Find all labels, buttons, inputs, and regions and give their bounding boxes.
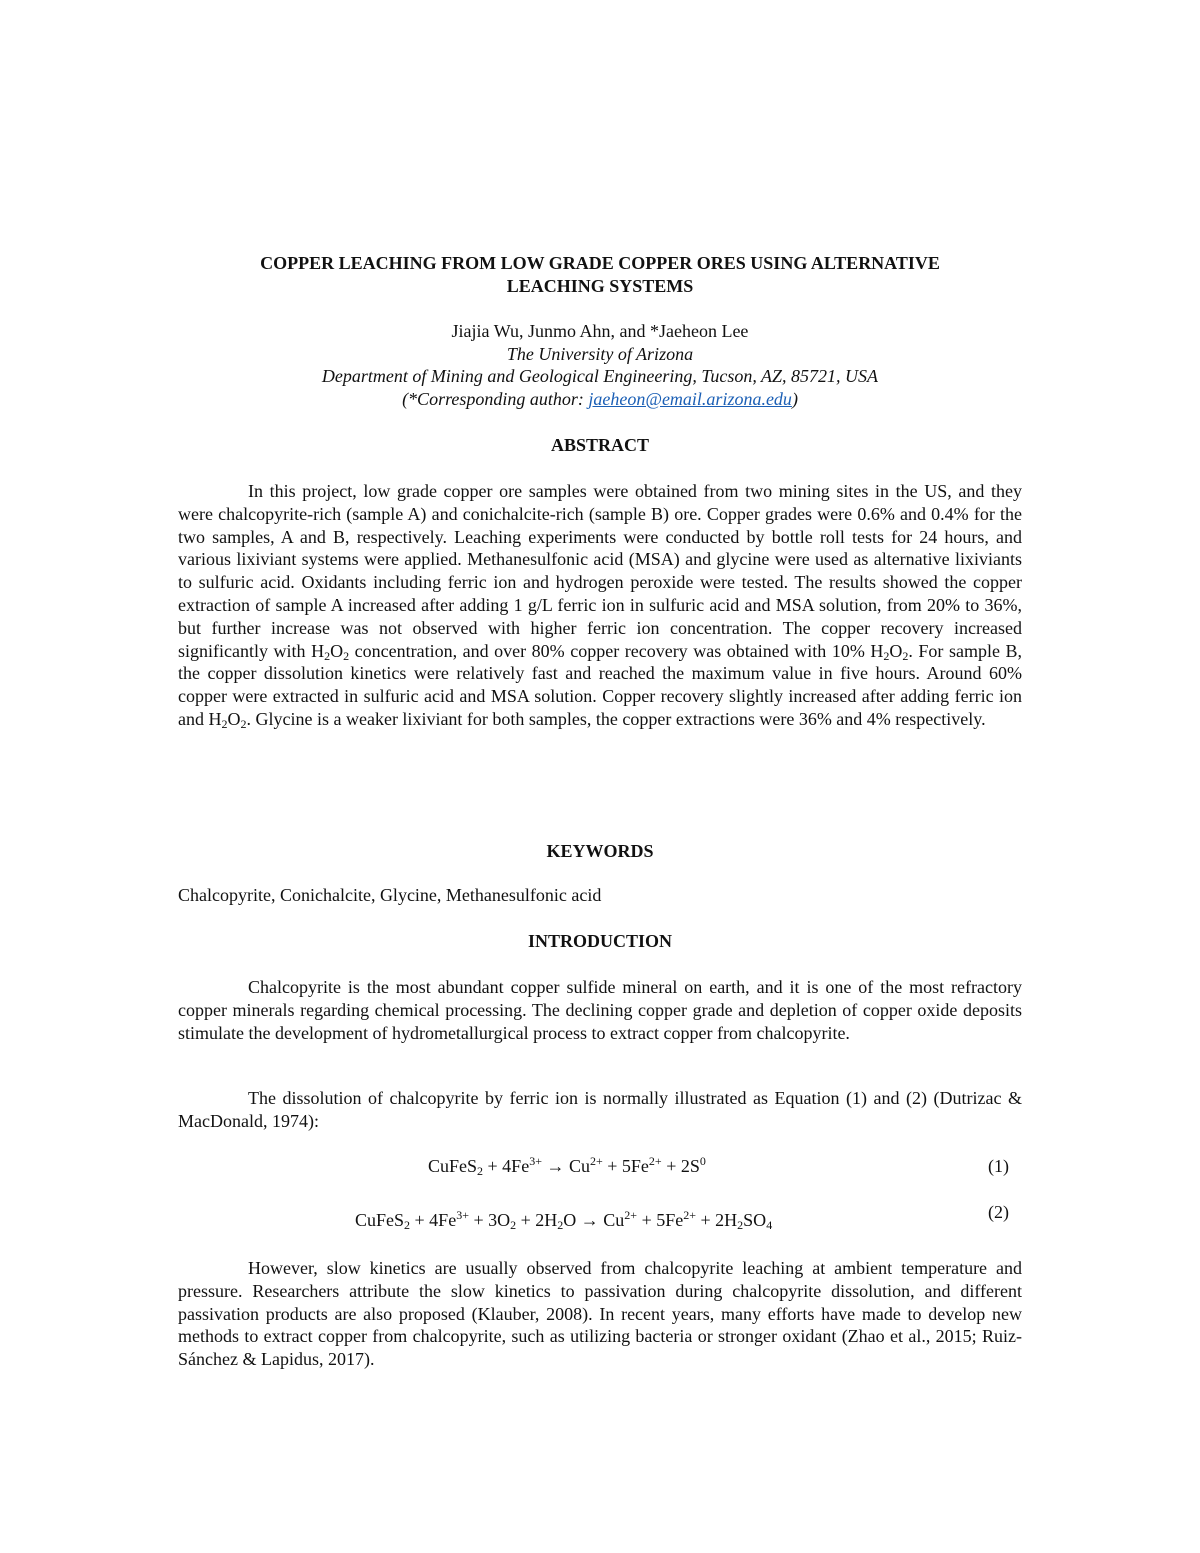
keywords-heading: KEYWORDS: [546, 841, 654, 861]
equation-1: CuFeS$_2$ + $4Fe^{3+} \to Cu^{2+} + 5Fe^{2+} + 2S^0$: [428, 1154, 706, 1178]
keywords-list: Chalcopyrite, Conichalcite, Glycine, Methanesulfonic acid: [178, 885, 602, 905]
intro-paragraph-1: Chalcopyrite is the most abundant copper sulfide mineral on earth, and it is one of the most refractory copper minerals regarding chemical processing. The declining copper grade and depletion of copper oxide deposits stimulate the development of hydrometallurgical process to extract copper from chalcopyrite.: [178, 977, 1022, 1043]
corresponding-author: [178, 388, 1022, 411]
affiliation: The University of Arizona: [506, 343, 694, 364]
abstract-text-2: concentration, and over 80% copper recovery was obtained with 10%: [349, 640, 871, 661]
department: Department of Mining and Geological Engineering, Tucson, AZ, 85721, USA: [321, 366, 879, 386]
abstract-heading: ABSTRACT: [550, 435, 650, 455]
h2o2-formula: $H_2O_2$: [208, 708, 247, 731]
corresponding-prefix: (*Corresponding author:: [402, 388, 589, 409]
abstract-text-3: . For sample B, the copper dissolution kinetics were relatively fast and reached the maximum value in five hours. Around 60% copper were extracted in sulfuric acid and MSA solution. Copper recovery slightly increased after adding ferric ion and: [178, 640, 1022, 729]
title-line-2: LEACHING SYSTEMS: [506, 276, 694, 296]
abstract-paragraph: [178, 480, 1022, 731]
author-block: [178, 320, 1022, 410]
corresponding-suffix: ): [791, 388, 798, 409]
abstract-text-1: In this project, low grade copper ore samples were obtained from two mining sites in the US, and they were chalcopyrite-rich (sample A) and conichalcite-rich (sample B) ore. Copper grades were 0.6% and 0.4% for the two samples, A and B, respectively. Leaching experiments were conducted by bottle roll tests for 24 hours, and various lixiviant systems were applied. Methanesulfonic acid (MSA) and glycine were used as alternative lixiviants to sulfuric acid. Oxidants including ferric ion and hydrogen peroxide were tested. The results showed the copper extraction of sample A increased after adding 1 g/L ferric ion in sulfuric acid and MSA solution, from 20% to 36%, but further increase was not observed with higher ferric ion concentration. The copper recovery increased significantly with: [178, 481, 1022, 661]
introduction-heading: INTRODUCTION: [527, 931, 673, 951]
h2o2-formula: $H_2O_2$: [311, 640, 350, 663]
h2o2-formula: $H_2O_2$: [870, 640, 909, 663]
equation-2-number: (2): [988, 1202, 1009, 1222]
title-line-1: COPPER LEACHING FROM LOW GRADE COPPER ORES USING ALTERNATIVE: [260, 253, 940, 273]
equation-2: CuFeS$_2$ + $4Fe^{3+} + 3O_2 + 2H_2O \to Cu^{2+} + 5Fe^{2+} + 2H_2SO_4$: [355, 1208, 773, 1232]
equation-1-number: (1): [988, 1156, 1009, 1176]
corresponding-email-link[interactable]: jaeheon@email.arizona.edu: [588, 388, 792, 409]
abstract-text-4: . Glycine is a weaker lixiviant for both samples, the copper extractions were 36% and 4% respectively.: [246, 708, 986, 729]
paper-title: [178, 252, 1022, 298]
author-names: Jiajia Wu, Junmo Ahn, and *Jaeheon Lee: [451, 321, 749, 341]
intro-paragraph-3: However, slow kinetics are usually observed from chalcopyrite leaching at ambient temperature and pressure. Researchers attribute the slow kinetics to passivation during chalcopyrite dissolution, and different passivation products are also proposed (Klauber, 2008). In recent years, many efforts have made to develop new methods to extract copper from chalcopyrite, such as utilizing bacteria or stronger oxidant (Zhao et al., 2015; Ruiz-Sánchez & Lapidus, 2017).: [178, 1258, 1022, 1370]
intro-paragraph-2: The dissolution of chalcopyrite by ferric ion is normally illustrated as Equation (1) and (2) (Dutrizac & MacDonald, 1974):: [178, 1088, 1022, 1131]
